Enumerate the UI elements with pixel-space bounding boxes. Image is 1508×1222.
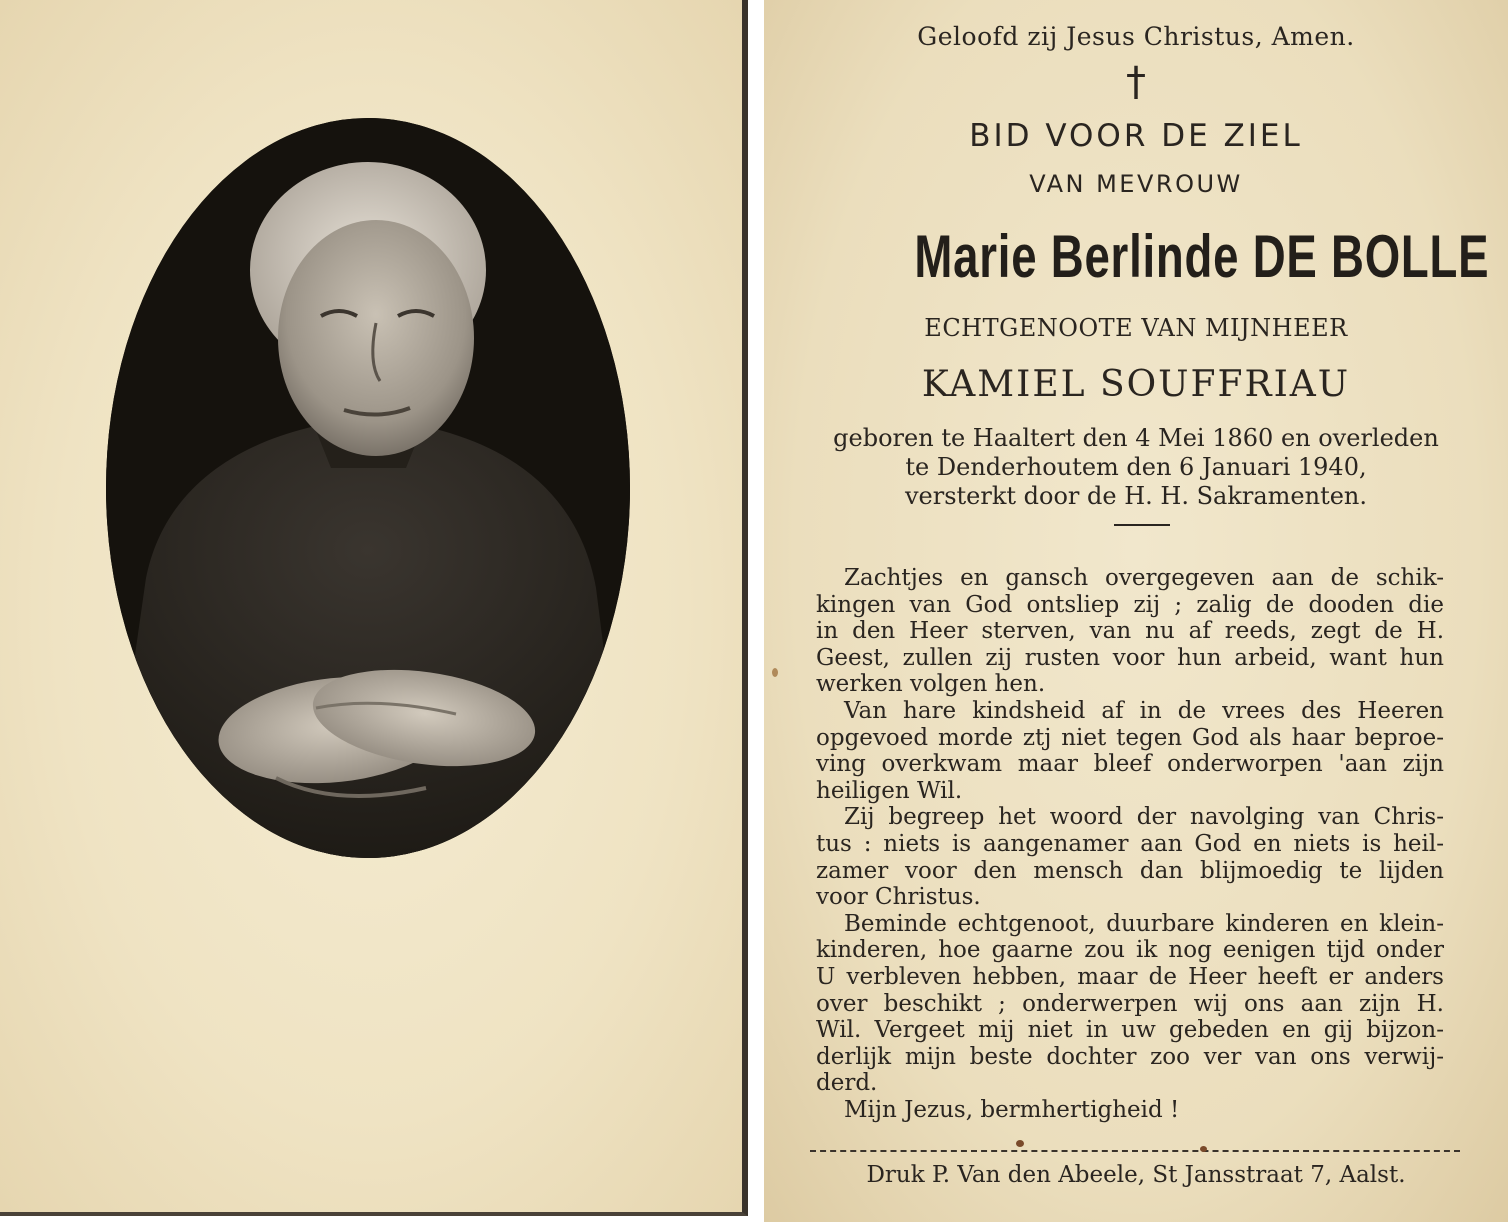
text-line: ving overkwam maar bleef onderworpen 'aan zijn	[816, 751, 1444, 778]
text-line: voor Christus.	[816, 884, 981, 911]
photo-card	[0, 0, 748, 1216]
text-line: derd.	[816, 1070, 878, 1097]
text-line: kingen van God ontsliep zij ; zalig de dooden die	[816, 591, 1444, 618]
text-card	[764, 0, 1508, 1222]
printer-line: Druk P. Van den Abeele, St Jansstraat 7, Aalst.	[866, 1162, 1406, 1188]
text-line: derlijk mijn beste dochter zoo ver van ons verwij-	[816, 1043, 1444, 1070]
pray-heading: BID VOOR DE ZIEL	[969, 118, 1303, 154]
text-line: opgevoed morde ztj niet tegen God als haar beproe-	[816, 724, 1444, 751]
madam-heading: VAN MEVROUW	[1029, 170, 1243, 198]
stain-spot	[1200, 1146, 1207, 1152]
dates-line: te Denderhoutem den 6 Januari 1940,	[905, 453, 1367, 481]
deceased-name: Marie Berlinde DE BOLLE	[914, 223, 1490, 290]
text-line: zamer voor den mensch dan blijmoedig te lijden	[816, 857, 1444, 884]
text-line: kinderen, hoe gaarne zou ik nog eenigen tijd onder	[816, 937, 1444, 964]
text-line: tus : niets is aangenamer aan God en niets is heil-	[816, 830, 1444, 857]
text-line: Zij begreep het woord der navolging van Chris-	[844, 804, 1444, 831]
printer-rule	[810, 1150, 1460, 1152]
text-line: Mijn Jezus, bermhertigheid !	[844, 1096, 1180, 1123]
text-line: Van hare kindsheid af in de vrees des Heeren	[844, 697, 1444, 724]
text-line: in den Heer sterven, van nu af reeds, zegt de H.	[816, 618, 1444, 645]
dates-line: geboren te Haaltert den 4 Mei 1860 en overleden	[833, 424, 1439, 452]
stain-spot	[1016, 1140, 1024, 1147]
text-line: heiligen Wil.	[816, 777, 963, 804]
text-line: werken volgen hen.	[816, 671, 1046, 698]
divider	[1114, 524, 1170, 526]
text-line: Wil. Vergeet mij niet in uw gebeden en gij bijzon-	[816, 1017, 1444, 1044]
text-line: over beschikt ; onderwerpen wij ons aan zijn H.	[816, 990, 1444, 1017]
stain-spot	[772, 668, 778, 677]
text-line: Beminde echtgenoot, duurbare kinderen en klein-	[844, 910, 1444, 937]
memorial-text	[816, 565, 1444, 1123]
text-line: Geest, zullen zij rusten voor hun arbeid, want hun	[816, 644, 1444, 671]
spouse-name: KAMIEL SOUFFRIAU	[921, 364, 1351, 405]
dates-line: versterkt door de H. H. Sakramenten.	[904, 482, 1368, 510]
invocation-line: Geloofd zij Jesus Christus, Amen.	[917, 22, 1355, 51]
cross-icon: †	[1126, 59, 1146, 105]
portrait-photo	[106, 118, 630, 858]
text-line: Zachtjes en gansch overgegeven aan de schik-	[844, 565, 1444, 591]
spouse-intro: ECHTGENOOTE VAN MIJNHEER	[924, 314, 1348, 342]
portrait-image	[106, 118, 630, 858]
text-line: U verbleven hebben, maar de Heer heeft er anders	[816, 963, 1444, 990]
